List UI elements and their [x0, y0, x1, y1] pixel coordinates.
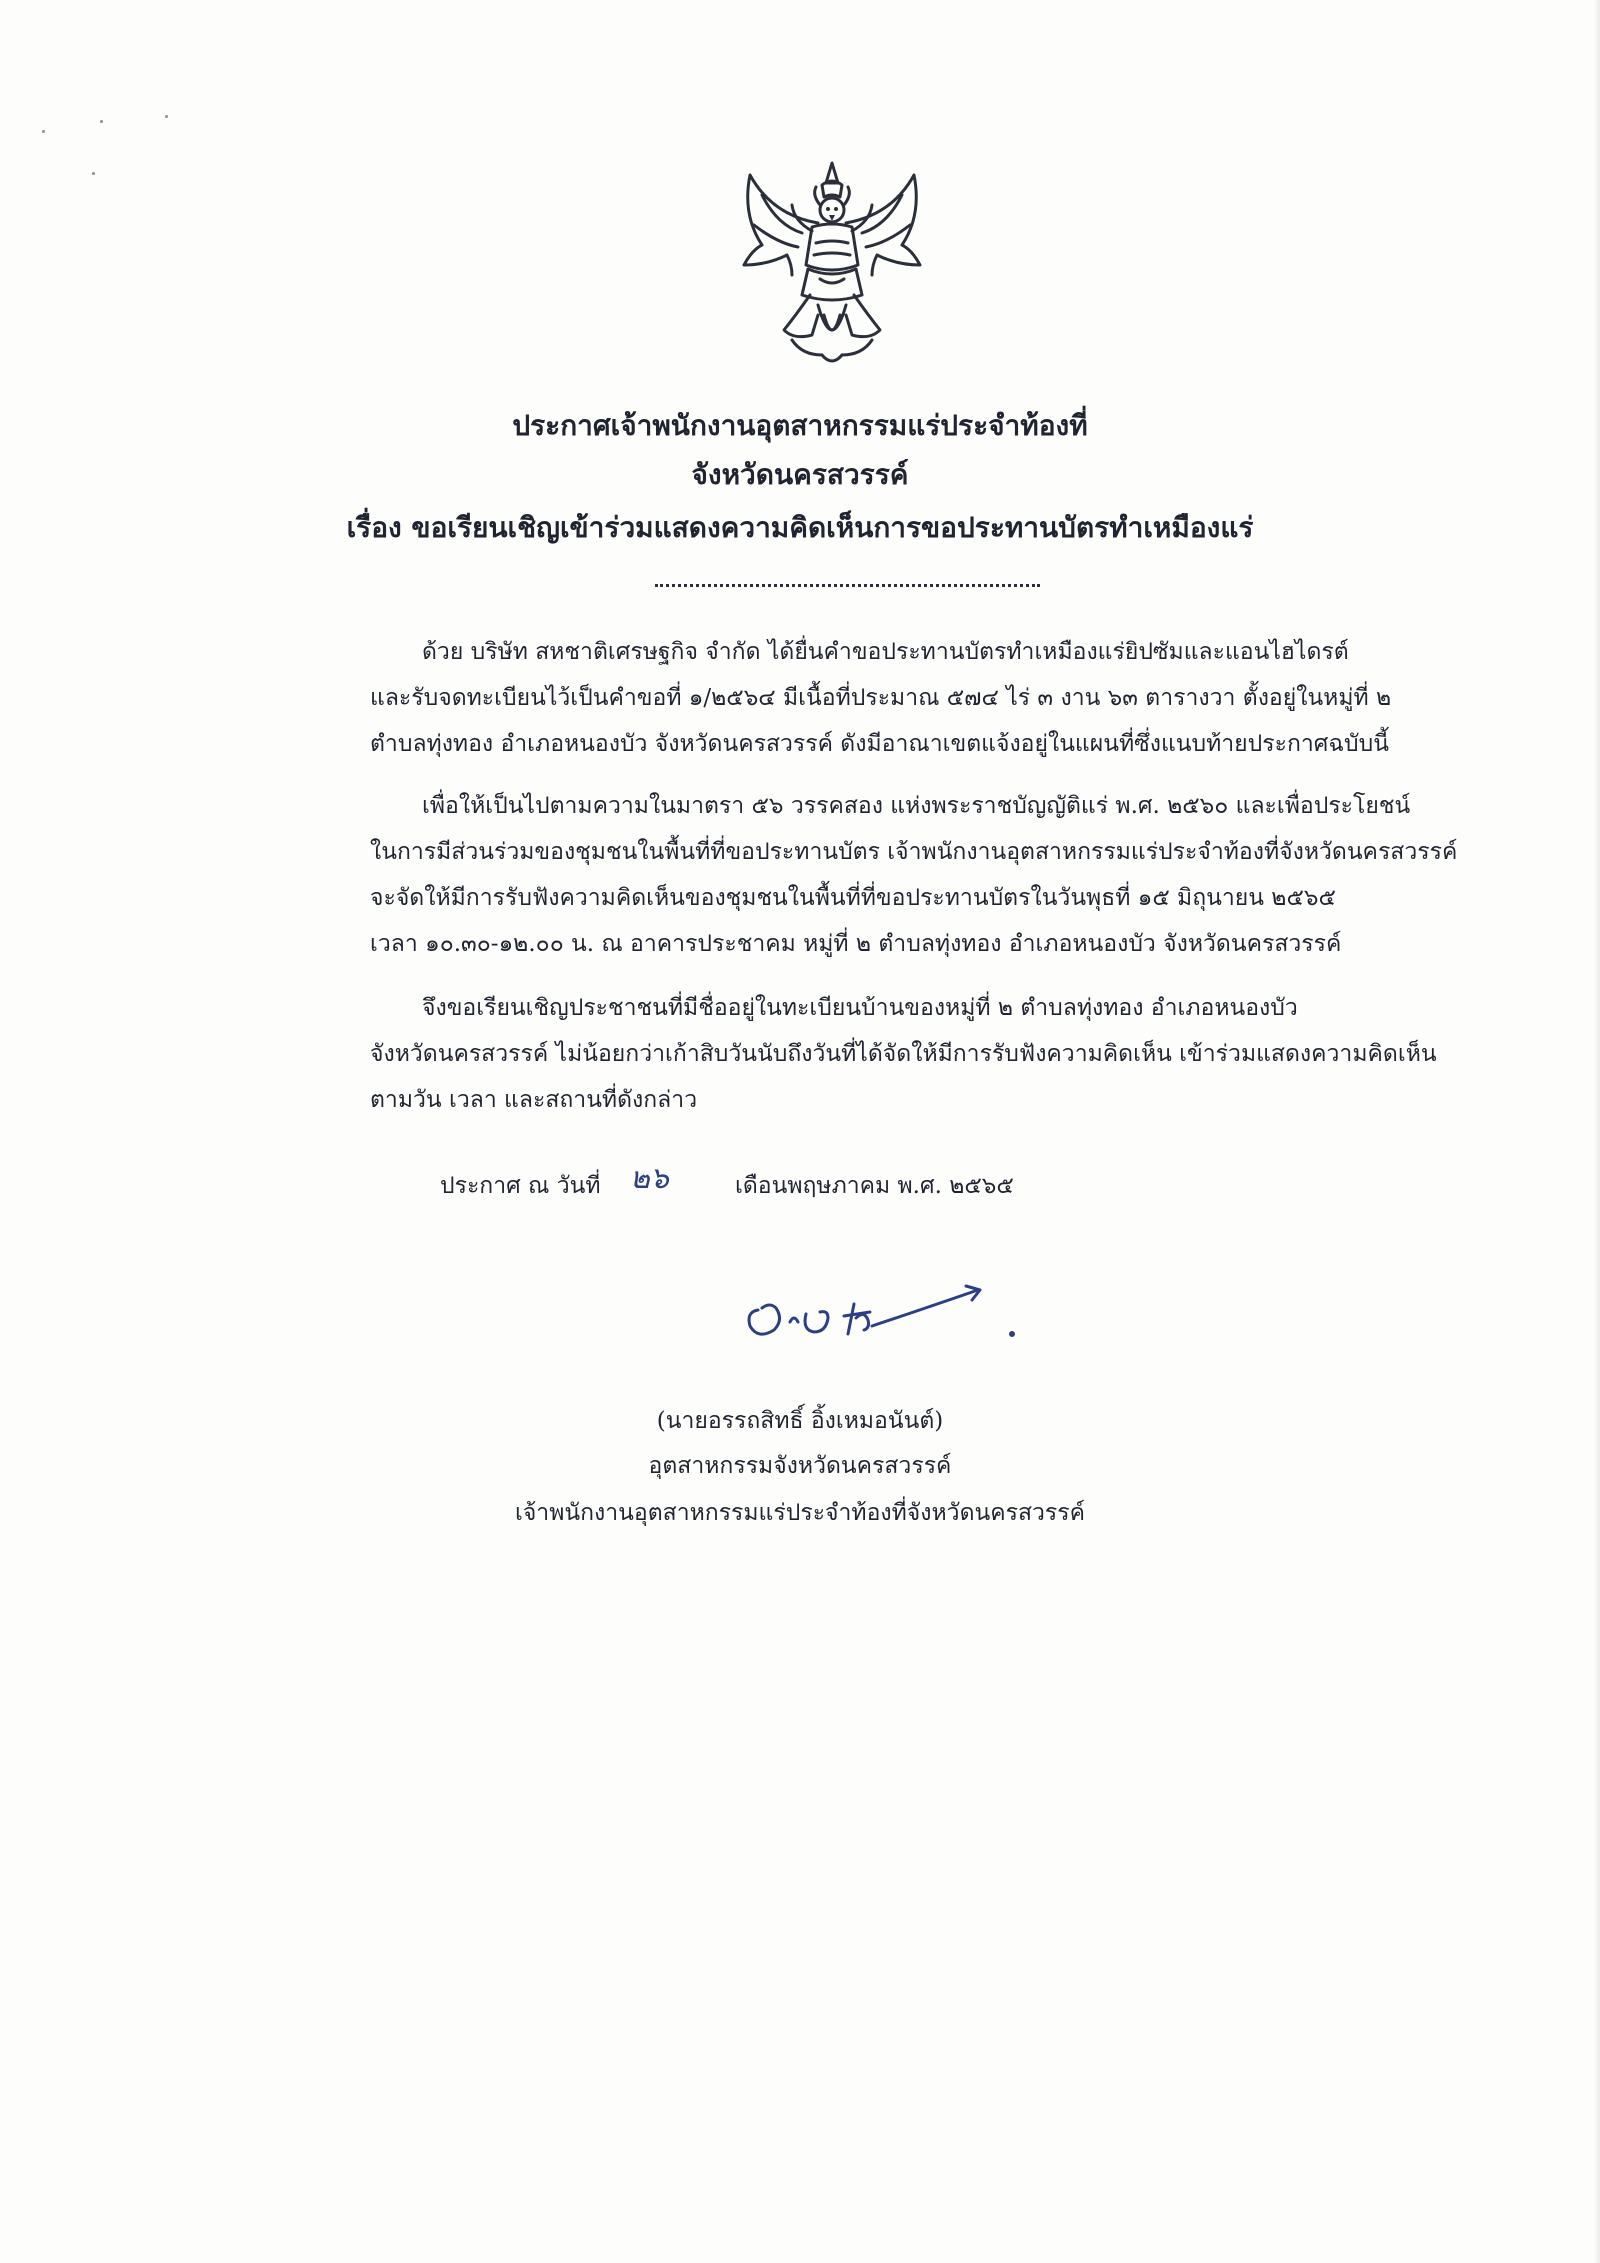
- scan-speck: [92, 172, 95, 175]
- announcement-title: ประกาศเจ้าพนักงานอุตสาหกรรมแร่ประจำท้องที่: [512, 409, 1088, 442]
- scan-speck: [100, 120, 103, 123]
- paragraph-line: และรับจดทะเบียนไว้เป็นคำขอที่ ๑/๒๕๖๔ มีเนื้อที่ประมาณ ๕๗๔ ไร่ ๓ งาน ๖๓ ตารางวา ตั้งอยู่ในหมู่ที่ ๒: [370, 685, 1392, 711]
- date-month-year: เดือนพฤษภาคม พ.ศ. ๒๕๖๕: [735, 1173, 1014, 1199]
- scan-edge: [1594, 0, 1600, 2263]
- scan-speck: [165, 115, 168, 118]
- paragraph-line: เพื่อให้เป็นไปตามความในมาตรา ๕๖ วรรคสอง แห่งพระราชบัญญัติแร่ พ.ศ. ๒๕๖๐ และเพื่อประโยชน์: [422, 793, 1411, 819]
- paragraph-line: จังหวัดนครสวรรค์ ไม่น้อยกว่าเก้าสิบวันนับถึงวันที่ได้จัดให้มีการรับฟังความคิดเห็น เข้าร่วมแสดงความคิดเห็น: [370, 1041, 1437, 1067]
- paragraph-line: จะจัดให้มีการรับฟังความคิดเห็นของชุมชนในพื้นที่ที่ขอประทานบัตรในวันพุธที่ ๑๕ มิถุนายน ๒๕๖๕: [370, 885, 1336, 911]
- paragraph-line: ด้วย บริษัท สหชาติเศรษฐกิจ จำกัด ได้ยื่นคำขอประทานบัตรทำเหมืองแร่ยิปซัมและแอนไฮไดรต์: [422, 639, 1349, 665]
- dotted-divider: [655, 584, 1040, 587]
- announcement-province: จังหวัดนครสวรรค์: [691, 458, 909, 491]
- date-day-handwritten: ๒๖: [630, 1161, 669, 1196]
- paragraph-line: เวลา ๑๐.๓๐-๑๒.๐๐ น. ณ อาคารประชาคม หมู่ที่ ๒ ตำบลทุ่งทอง อำเภอหนองบัว จังหวัดนครสวรรค์: [370, 931, 1342, 957]
- date-label: ประกาศ ณ วันที่: [440, 1173, 601, 1199]
- announcement-subject: เรื่อง ขอเรียนเชิญเข้าร่วมแสดงความคิดเห็นการขอประทานบัตรทำเหมืองแร่: [346, 511, 1254, 544]
- scan-speck: [42, 130, 45, 133]
- handwritten-signature: [740, 1270, 1040, 1350]
- paragraph-line: ตำบลทุ่งทอง อำเภอหนองบัว จังหวัดนครสวรรค์ ดังมีอาณาเขตแจ้งอยู่ในแผนที่ซึ่งแนบท้ายประกาศฉบับนี้: [370, 731, 1389, 757]
- paragraph-line: จึงขอเรียนเชิญประชาชนที่มีชื่ออยู่ในทะเบียนบ้านของหมู่ที่ ๒ ตำบลทุ่งทอง อำเภอหนองบัว: [422, 995, 1298, 1021]
- paragraph-line: ในการมีส่วนร่วมของชุมชนในพื้นที่ที่ขอประทานบัตร เจ้าพนักงานอุตสาหกรรมแร่ประจำท้องที่จังหวัดนครสวรรค์: [370, 839, 1458, 865]
- garuda-emblem-icon: [732, 155, 932, 370]
- signatory-name: (นายอรรถสิทธิ์ อิ้งเหมอนันต์): [656, 1408, 944, 1434]
- paragraph-line: ตามวัน เวลา และสถานที่ดังกล่าว: [370, 1087, 698, 1113]
- signatory-position: เจ้าพนักงานอุตสาหกรรมแร่ประจำท้องที่จังหวัดนครสวรรค์: [514, 1500, 1086, 1526]
- signatory-position: อุตสาหกรรมจังหวัดนครสวรรค์: [648, 1453, 952, 1479]
